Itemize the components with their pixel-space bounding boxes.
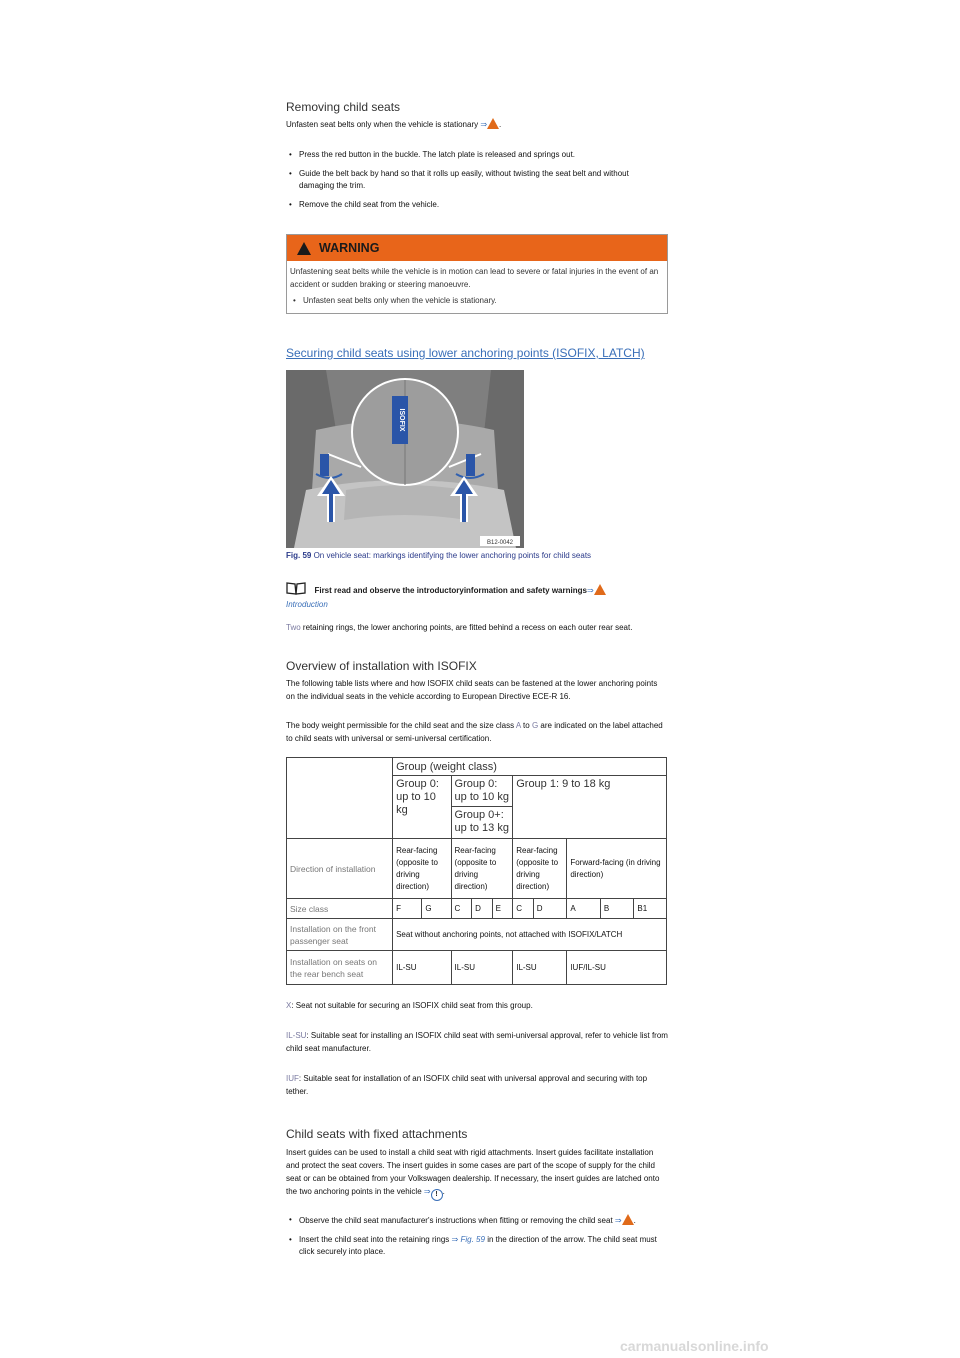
group-0-sub-header: Group 0: up to 10 kg — [451, 776, 513, 807]
seat-illustration — [286, 370, 524, 548]
isofix-table — [286, 757, 667, 985]
list-item: • Observe the child seat manufacturer's instructions when fitting or removing the child seat ⇒ . — [286, 1214, 668, 1227]
note-iuf: IUF: Suitable seat for installation of an ISOFIX child seat with universal approval and securing with top tether. — [286, 1074, 648, 1096]
removing-intro: Unfasten seat belts only when the vehicle is stationary ⇒ . — [286, 120, 502, 129]
arrow-ref-icon: ⇒ — [423, 1187, 431, 1196]
warning-triangle-icon[interactable] — [622, 1214, 634, 1225]
size-cell: D — [472, 899, 493, 919]
rear-seat-label: Installation on seats on the rear bench seat — [287, 951, 393, 985]
figure-reference-link[interactable]: ⇒ Fig. 59 — [451, 1235, 485, 1244]
section-heading-removing: Removing child seats — [286, 100, 401, 114]
size-cell: A — [567, 899, 601, 919]
notice-circle-icon[interactable]: ! — [431, 1189, 443, 1201]
note-x: X: Seat not suitable for securing an ISOFIX child seat from this group. — [286, 1001, 533, 1010]
figure-isofix-seat — [286, 370, 524, 548]
section-heading-overview: Overview of installation with ISOFIX — [286, 659, 477, 673]
book-icon — [286, 582, 306, 595]
fixed-paragraph: Insert guides can be used to install a child seat with rigid attachments. Insert guides facilitate installation and protect the seat covers. The insert guides in some cases are part of the scope of supply for the child seat or can be obtained from your Volkswagen dealership. If necessary, the insert guides are latched onto the two anchoring points in the vehicle ⇒ ! . — [286, 1146, 668, 1201]
group-0plus-header: Group 0+: up to 13 kg — [451, 807, 513, 839]
size-cell: F — [393, 899, 422, 919]
isofix-label: ISOFIX — [398, 408, 405, 432]
section-link-securing[interactable]: Securing child seats using lower anchoring points (ISOFIX, LATCH) — [286, 346, 645, 360]
size-cell: C — [451, 899, 472, 919]
overview-p1: The following table lists where and how ISOFIX child seats can be fastened at the lower anchoring points on the individual seats in the vehicle according to European Directive ECE-R 16. — [286, 679, 658, 701]
size-cell: D — [533, 899, 567, 919]
section-heading-fixed: Child seats with fixed attachments — [286, 1127, 468, 1141]
direction-label: Direction of installation — [287, 839, 393, 899]
size-cell: G — [422, 899, 451, 919]
front-seat-label: Installation on the front passenger seat — [287, 919, 393, 951]
direction-cell: Rear-facing (opposite to driving direction) — [393, 839, 451, 899]
warning-header — [287, 235, 667, 261]
direction-cell: Rear-facing (opposite to driving direction) — [513, 839, 567, 899]
arrow-ref-icon: ⇒ — [480, 120, 488, 129]
arrow-ref-icon: ⇒ — [614, 1216, 622, 1225]
list-item: • Guide the belt back by hand so that it rolls up easily, without twisting the seat belt and without damaging the trim. — [286, 168, 666, 192]
removing-steps-list — [286, 149, 666, 211]
read-first-note: First read and observe the introductoryinformation and safety warnings⇒ Introduction — [286, 580, 666, 609]
warning-triangle-icon — [297, 242, 311, 255]
direction-cell: Rear-facing (opposite to driving direction) — [451, 839, 513, 899]
table-corner — [287, 758, 393, 839]
note-il-su: IL-SU: Suitable seat for installing an ISOFIX child seat with semi-universal approval, refer to vehicle list from child seat manufacturer. — [286, 1031, 668, 1053]
warning-title: WARNING — [319, 241, 380, 255]
list-item: • Press the red button in the buckle. The latch plate is released and springs out. — [286, 149, 666, 161]
group-0-header: Group 0: up to 10 kg — [393, 776, 451, 839]
overview-p2: The body weight permissible for the child seat and the size class A to G are indicated on the label attached to child seats with universal or semi-universal certification. — [286, 721, 663, 743]
rear-seat-cell: IL-SU — [513, 951, 567, 985]
direction-cell: Forward-facing (in driving direction) — [567, 839, 667, 899]
list-item: • Insert the child seat into the retaining rings ⇒ Fig. 59 in the direction of the arrow. The child seat must click securely into place. — [286, 1234, 668, 1258]
fixed-steps-list — [286, 1214, 668, 1258]
warning-text: Unfastening seat belts while the vehicle is in motion can lead to severe or fatal injuries in the event of an accident or sudden braking or steering manoeuvre. — [290, 267, 659, 289]
group-header: Group (weight class) — [393, 758, 667, 776]
size-class-label: Size class — [287, 899, 393, 919]
size-cell: B1 — [634, 899, 667, 919]
warning-body — [287, 261, 667, 313]
warning-bullet: • Unfasten seat belts only when the vehicle is stationary. — [290, 295, 661, 307]
rear-seat-cell: IUF/IL-SU — [567, 951, 667, 985]
warning-box — [286, 234, 668, 314]
size-cell: E — [492, 899, 513, 919]
size-cell: B — [600, 899, 634, 919]
rear-seat-cell: IL-SU — [451, 951, 513, 985]
rear-seat-cell: IL-SU — [393, 951, 451, 985]
warning-triangle-icon[interactable] — [594, 584, 606, 595]
size-cell: C — [513, 899, 534, 919]
arrow-ref-icon: ⇒ — [586, 586, 594, 595]
group-1-header: Group 1: 9 to 18 kg — [513, 776, 667, 839]
figure-code: B12-0042 — [486, 540, 514, 546]
front-seat-value: Seat without anchoring points, not attached with ISOFIX/LATCH — [393, 919, 667, 951]
list-item: • Remove the child seat from the vehicle. — [286, 199, 666, 211]
figure-caption: Fig. 59 On vehicle seat: markings identifying the lower anchoring points for child seats — [286, 551, 592, 560]
introduction-link[interactable]: Introduction — [286, 600, 328, 609]
rings-paragraph: Two retaining rings, the lower anchoring points, are fitted behind a recess on each outer rear seat. — [286, 623, 633, 632]
figure-number: Fig. 59 — [286, 551, 312, 560]
warning-list — [290, 295, 661, 307]
warning-triangle-icon[interactable] — [487, 118, 499, 129]
watermark: carmanualsonline.info — [620, 1338, 769, 1354]
